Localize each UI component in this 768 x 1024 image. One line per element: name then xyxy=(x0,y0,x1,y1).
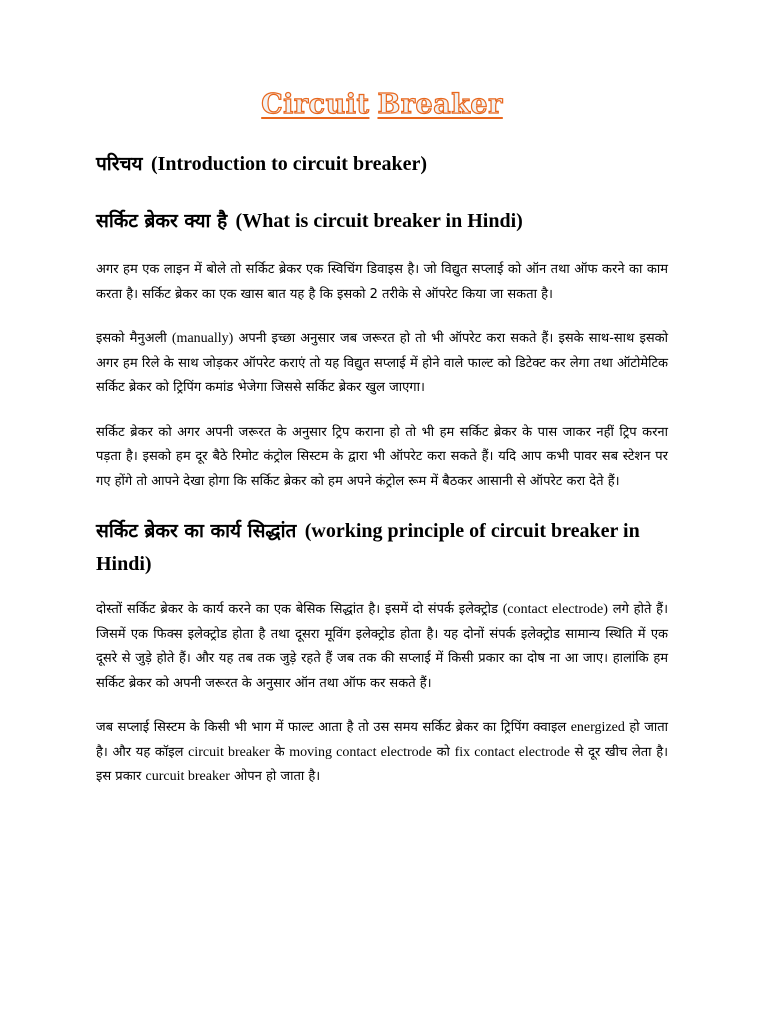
paragraph-fault-trip xyxy=(96,716,668,790)
heading-what-is xyxy=(96,202,668,238)
para5-text-6: ओपन हो जाता है। xyxy=(234,769,321,784)
paragraph-principle xyxy=(96,598,668,696)
para5-text-2: हो जाता है। और यह कॉइल xyxy=(96,720,668,760)
para5-english-2: circuit breaker xyxy=(188,744,270,760)
para2-text-after: अपनी इच्छा अनुसार जब जरूरत हो तो भी ऑपरेट करा सकते हैं। इसके साथ-साथ इसको अगर हम रिले के साथ जोड़कर ऑपरेट कराएं तो यह विद्युत सप्लाई में होने वाले फाल्ट को डिटेक्ट कर लेगा तथा ऑटोमेटिक सर्किट ब्रेकर को ट्रिपिंग कमांड भेजेगा जिससे सर्किट ब्रेकर खुल जाएगा। xyxy=(96,331,668,395)
para5-english-1: energized xyxy=(570,720,625,735)
para4-text-after: लगे होते हैं। जिसमें एक फिक्स इलेक्ट्रोड होता है तथा दूसरा मूविंग इलेक्ट्रोड होता है। यह दोनों संपर्क इलेक्ट्रोड सामान्य स्थिति में एक दूसरे से जुड़े होते हैं। और यह तब तक जुड़े रहते हैं जब तक की सप्लाई में किसी प्रकार का दोष ना आ जाए। हालांकि हम सर्किट ब्रेकर को अपनी जरूरत के अनुसार ऑन तथा ऑफ कर सकते हैं। xyxy=(96,602,668,691)
heading-principle-english: (working principle of circuit breaker in Hindi) xyxy=(96,520,640,575)
document-title xyxy=(96,88,668,122)
heading-introduction xyxy=(96,146,668,180)
paragraph-manual-operation xyxy=(96,327,668,401)
title-word-breaker: Breaker xyxy=(377,89,503,120)
paragraph-definition: अगर हम एक लाइन में बोले तो सर्किट ब्रेकर एक स्विचिंग डिवाइस है। जो विद्युत सप्लाई को ऑन तथा ऑफ करने का काम करता है। सर्किट ब्रेकर का एक खास बात यह है कि इसको 2 तरीके से ऑपरेट किया जा सकता है। xyxy=(96,262,668,302)
para2-text-before: इसको मैनुअली xyxy=(96,331,167,346)
para5-english-3: moving contact electrode xyxy=(289,744,432,760)
heading-what-is-hindi: सर्किट ब्रेकर क्या है xyxy=(96,210,228,232)
heading-working-principle xyxy=(96,514,668,580)
title-word-circuit: Circuit xyxy=(261,89,370,120)
heading-principle-hindi: सर्किट ब्रेकर का कार्य सिद्धांत xyxy=(96,520,297,542)
para5-text-1: जब सप्लाई सिस्टम के किसी भी भाग में फाल्ट आता है तो उस समय सर्किट ब्रेकर का ट्रिपिंग क्वाइल xyxy=(96,720,567,735)
paragraph-remote-operation: सर्किट ब्रेकर को अगर अपनी जरूरत के अनुसार ट्रिप कराना हो तो भी हम सर्किट ब्रेकर के पास जाकर नहीं ट्रिप करना पड़ता है। इसको हम दूर बैठे रिमोट कंट्रोल सिस्टम के द्वारा भी ऑपरेट करा सकते हैं। यदि आप कभी पावर सब स्टेशन पर गए होंगे तो आपने देखा होगा कि सर्किट ब्रेकर को हम अपने कंट्रोल रूम में बैठकर आसानी से ऑपरेट करा देते हैं। xyxy=(96,424,668,489)
heading-introduction-english: (Introduction to circuit breaker) xyxy=(150,153,428,175)
heading-introduction-hindi: परिचय xyxy=(96,153,143,175)
para5-english-5: curcuit breaker xyxy=(145,769,230,784)
para4-text-before: दोस्तों सर्किट ब्रेकर के कार्य करने का एक बेसिक सिद्धांत है। इसमें दो संपर्क इलेक्ट्रोड xyxy=(96,602,498,617)
heading-what-is-english: (What is circuit breaker in Hindi) xyxy=(235,210,523,232)
para5-text-4: को xyxy=(436,744,450,760)
para5-text-3: के xyxy=(274,744,285,760)
para4-english-term: (contact electrode) xyxy=(502,602,608,617)
para5-text-5: से दूर खीच लेता है। इस प्रकार xyxy=(96,744,669,784)
para2-english-term: (manually) xyxy=(171,331,234,346)
para5-english-4: fix contact electrode xyxy=(454,744,570,760)
